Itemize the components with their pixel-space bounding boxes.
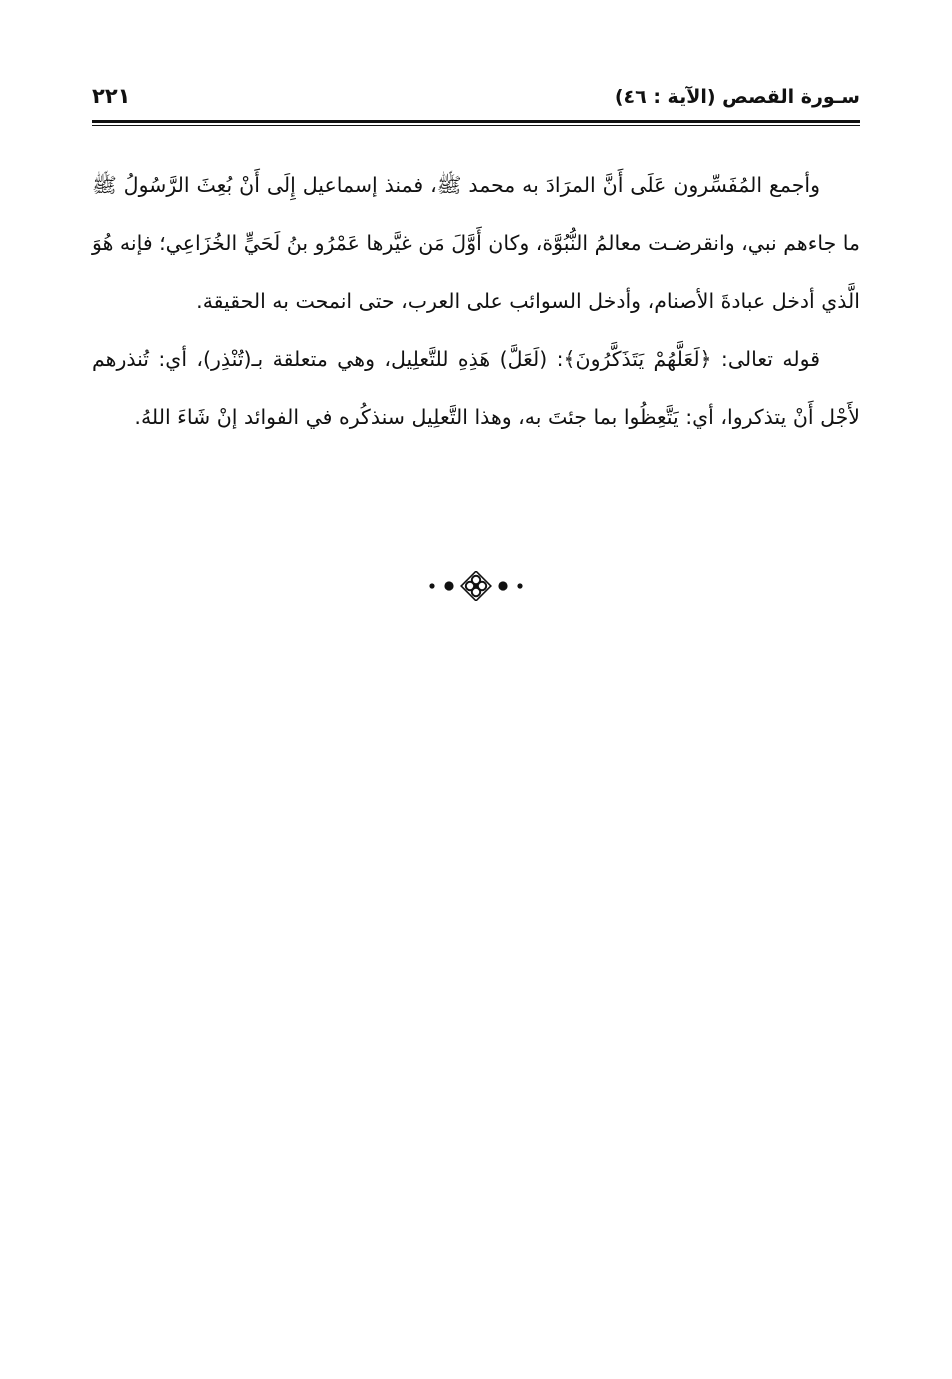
running-title: سـورة القصص (الآية : ٤٦) bbox=[614, 86, 860, 108]
header-rule-thick bbox=[92, 120, 860, 123]
ornament-icon bbox=[416, 571, 536, 601]
paragraph-1: وأجمع المُفَسِّرون عَلَى أَنَّ المرَادَ به محمد ﷺ، فمنذ إسماعيل إِلَى أَنْ بُعِثَ الرَّسُولُ ﷺ ما جاءهم نبي، وانقرضـت معالمُ النُّبُوَّة، وكان أَوَّلَ مَن غيَّرها عَمْرُو بنُ لَحَيٍّ الخُزَاعِي؛ فإنه هُوَ الَّذي أدخل عبادةَ الأصنام، وأدخل السوائب على العرب، حتى انمحت به الحقيقة. bbox=[91, 173, 860, 313]
section-separator-ornament bbox=[0, 566, 952, 606]
header-rule-thin bbox=[92, 125, 860, 126]
page-number: ٢٢١ bbox=[92, 84, 131, 108]
page-header bbox=[92, 80, 860, 120]
main-text bbox=[92, 156, 860, 446]
paragraph-2: قوله تعالى: ﴿لَعَلَّهُمْ يَتَذَكَّرُونَ﴾: (لَعَلَّ) هَذِهِ للتَّعلِيل، وهي متعلقة بـ(تُنْذِر)، أي: تُنذرهم لأَجْل أَنْ يتذكروا، أي: يَتَّعِظُوا بما جئتَ به، وهذا التَّعلِيل سنذكُره في الفوائد إنْ شَاءَ اللهُ. bbox=[92, 347, 860, 429]
